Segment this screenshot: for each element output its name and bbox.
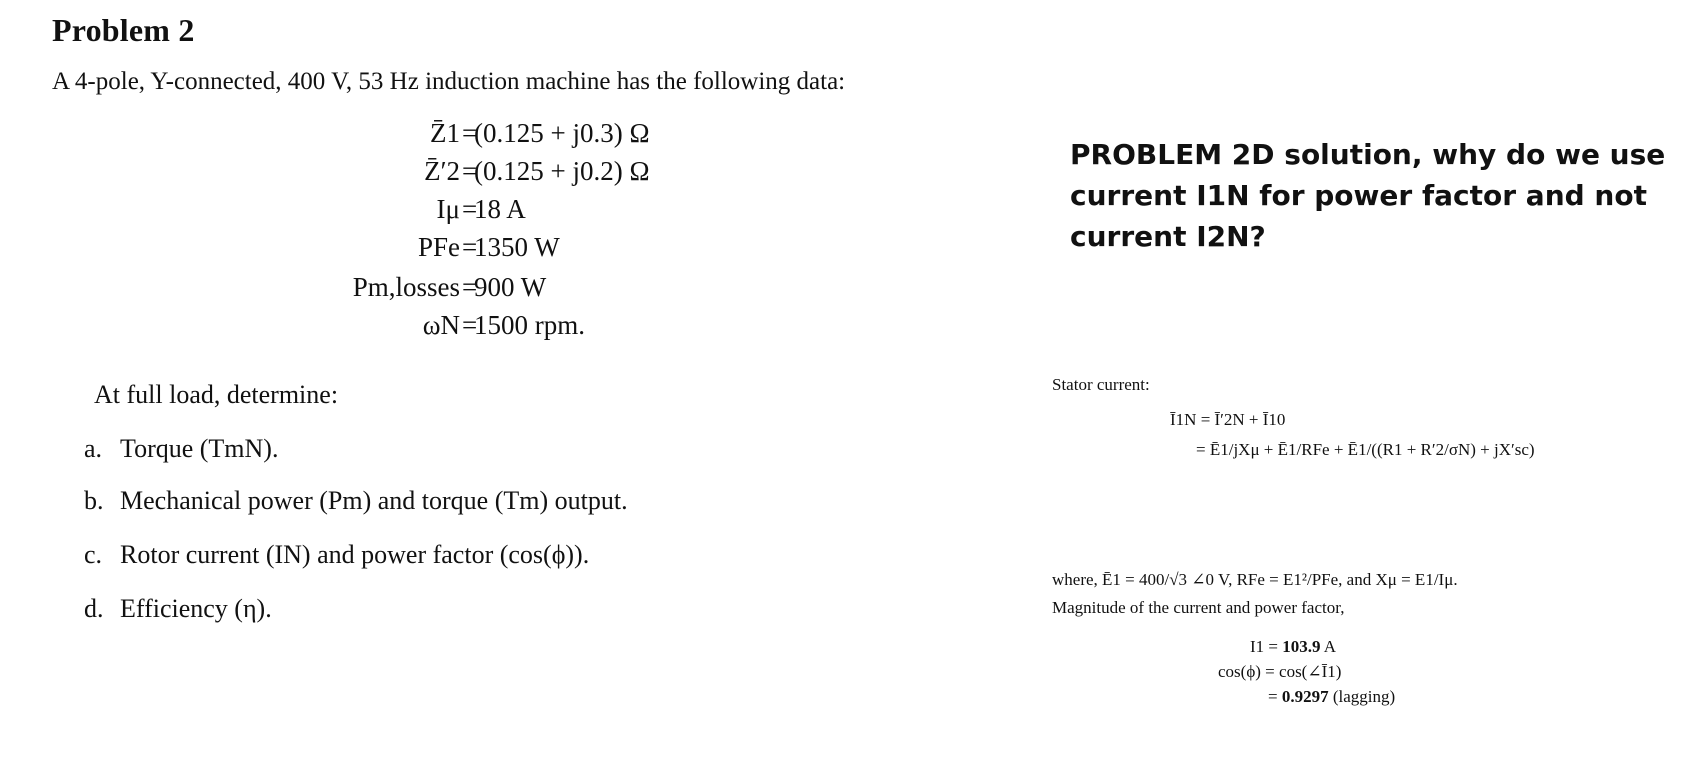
solution-i1-line [1250,637,1336,657]
task-item [84,540,589,570]
solution-magnitude-line: Magnitude of the current and power factor, [1052,598,1345,617]
solution-pf-line [1268,687,1395,707]
task-letter: c. [84,540,103,569]
full-load-heading: At full load, determine: [94,380,339,409]
data-row-rhs: 18 A [474,194,526,224]
data-row-rhs: (0.125 + j0.3) Ω [474,118,650,148]
data-row-lhs: ωN [422,310,460,340]
question-text: PROBLEM 2D solution, why do we use current I1N for power factor and not current I2N? [1070,138,1666,253]
data-row-lhs: PFe [417,232,460,262]
data-row-rhs: 900 W [474,272,547,302]
task-text: Mechanical power (Pm) and torque (Tm) output. [120,486,628,515]
problem-title: Problem 2 [52,12,195,48]
task-item [84,486,628,516]
task-letter: b. [84,486,104,515]
stator-current-label: Stator current: [1052,375,1150,394]
pf-note: (lagging) [1328,687,1396,706]
task-text: Torque (TmN). [120,434,279,463]
i1-value: 103.9 [1282,637,1321,656]
i1-label: I1 = [1250,637,1283,656]
data-row-rhs: 1350 W [474,232,560,262]
data-row-lhs: Z̄1 [430,118,460,148]
solution-where-line: where, Ē1 = 400/√3 ∠0 V, RFe = E1²/PFe, and Xμ = E1/Iμ. [1052,570,1458,589]
data-row-lhs: Pm,losses [352,272,460,302]
solution-eq-current-terms: = Ē1/jXμ + Ē1/RFe + Ē1/((R1 + R′2/σN) + jX′sc) [1196,440,1535,459]
i1-unit: A [1320,637,1337,656]
machine-data-equations: Z̄1 = (0.125 + j0.3) Ω Z̄′2 = (0.125 + j0.2) Ω Iμ = 18 A PFe = 1350 W Pm,losses = 900 W ωN = 1500 rpm. [0,118,700,368]
task-item [84,434,278,464]
data-row-rhs: (0.125 + j0.2) Ω [474,156,650,186]
data-row-lhs: Iμ [436,194,460,224]
task-letter: a. [84,434,103,463]
pf-value: 0.9297 [1281,687,1329,706]
solution-cos-line: cos(ϕ) = cos(∠Ī1) [1218,662,1342,681]
data-row-lhs: Z̄′2 [424,156,460,186]
task-text: Rotor current (IN) and power factor (cos(ϕ)). [120,540,590,569]
data-row-rhs: 1500 rpm. [474,310,585,340]
problem-intro: A 4-pole, Y-connected, 400 V, 53 Hz induction machine has the following data: [52,68,846,95]
task-item [84,594,272,624]
task-text: Efficiency (η). [120,594,272,623]
solution-eq-current-sum: Ī1N = Ī′2N + Ī10 [1170,410,1286,429]
task-letter: d. [84,594,104,623]
pf-eq: = [1268,687,1282,706]
